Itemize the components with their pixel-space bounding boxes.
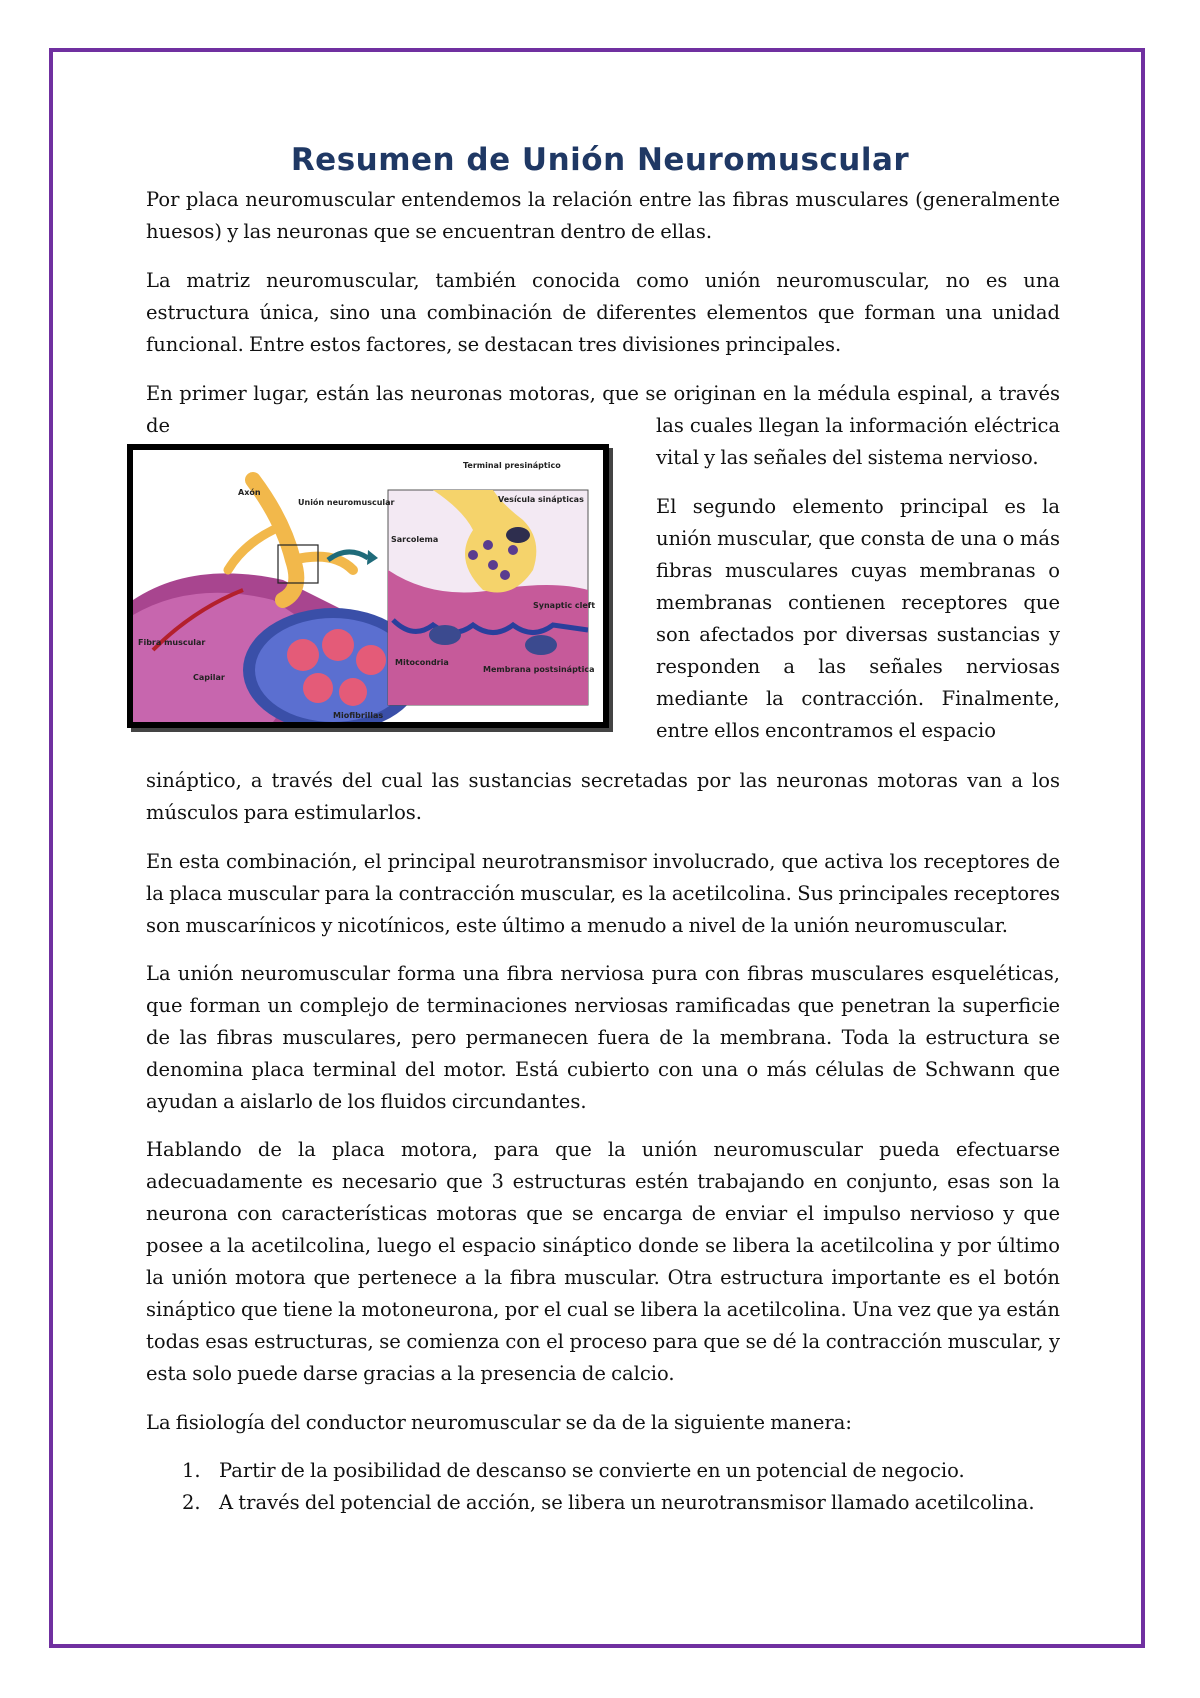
paragraph-1: Por placa neuromuscular entendemos la relación entre las fibras musculares (generalmente huesos) y las neuronas que se encuentran dentro de ellas.	[146, 188, 1060, 243]
paragraph-6: La unión neuromuscular forma una fibra nerviosa pura con fibras musculares esqueléticas, que forman un complejo de terminaciones nerviosas ramificadas que penetran la superficie de las fibras musculares, pero permanecen fuera de la membrana. Toda la estructura se denomina placa terminal del motor. Está cubierto con una o más células de Schwann que ayudan a aislarlo de los fluidos circundantes.	[146, 962, 1060, 1113]
label-terminal: Terminal presináptico	[463, 461, 561, 470]
label-sarcolemma: Sarcolema	[391, 535, 439, 544]
label-myofibrils: Miofibrillas	[333, 711, 384, 720]
label-vesicles: Vesícula sinápticas	[498, 495, 584, 504]
label-capillary: Capilar	[193, 673, 225, 682]
paragraph-5: En esta combinación, el principal neurotransmisor involucrado, que activa los receptores de la placa muscular para la contracción muscular, es la acetilcolina. Sus principales receptores son muscarínicos y nicotínicos, este último a menudo a nivel de la unión neuromuscular.	[146, 850, 1060, 937]
label-postsynaptic: Membrana postsináptica	[483, 665, 595, 674]
label-muscle-fiber: Fibra muscular	[138, 638, 206, 647]
paragraph-4-continued: sináptico, a través del cual las sustancias secretadas por las neuronas motoras van a los músculos para estimularlos.	[146, 769, 1060, 824]
document-title: Resumen de Unión Neuromuscular	[290, 142, 910, 178]
list-item-text: Partir de la posibilidad de descanso se convierte en un potencial de negocio.	[219, 1459, 965, 1482]
label-axon: Axón	[238, 488, 261, 497]
list-item	[146, 1487, 1060, 1519]
list-item-number: 1.	[182, 1459, 201, 1482]
list-item-number: 2.	[182, 1491, 201, 1514]
figure-illustration	[133, 450, 603, 722]
neuromuscular-junction-figure	[127, 444, 609, 728]
list-item	[146, 1455, 1060, 1487]
paragraph-3-first-line: En primer lugar, están las neuronas motoras, que se originan en la médula espinal, a través de	[146, 382, 1060, 437]
paragraph-3-continued: las cuales llegan la información eléctrica vital y las señales del sistema nervioso.	[656, 414, 1060, 469]
physiology-list	[146, 1455, 1060, 1519]
paragraph-7: Hablando de la placa motora, para que la unión neuromuscular pueda efectuarse adecuadamente es necesario que 3 estructuras estén trabajando en conjunto, esas son la neurona con características motoras que se encarga de enviar el impulso nervioso y que posee a la acetilcolina, luego el espacio sináptico donde se libera la acetilcolina y por último la unión motora que pertenece a la fibra muscular. Otra estructura importante es el botón sináptico que tiene la motoneurona, por el cual se libera la acetilcolina. Una vez que ya están todas esas estructuras, se comienza con el proceso para que se dé la contracción muscular, y esta solo puede darse gracias a la presencia de calcio.	[146, 1138, 1060, 1385]
paragraph-8: La fisiología del conductor neuromuscular se da de la siguiente manera:	[146, 1411, 852, 1434]
paragraph-4: El segundo elemento principal es la unión muscular, que consta de una o más fibras musculares cuyas membranas o membranas contienen receptores que son afectados por diversas sustancias y responden a las señales nerviosas mediante la contracción. Finalmente, entre ellos encontramos el espacio	[656, 495, 1060, 742]
list-item-text: A través del potencial de acción, se libera un neurotransmisor llamado acetilcolina.	[219, 1491, 1035, 1514]
label-mitochondria: Mitocondria	[395, 658, 449, 667]
label-synaptic-cleft: Synaptic cleft	[533, 601, 596, 610]
label-junction: Unión neuromuscular	[298, 498, 395, 507]
paragraph-2: La matriz neuromuscular, también conocida como unión neuromuscular, no es una estructura única, sino una combinación de diferentes elementos que forman una unidad funcional. Entre estos factores, se destacan tres divisiones principales.	[146, 269, 1060, 356]
